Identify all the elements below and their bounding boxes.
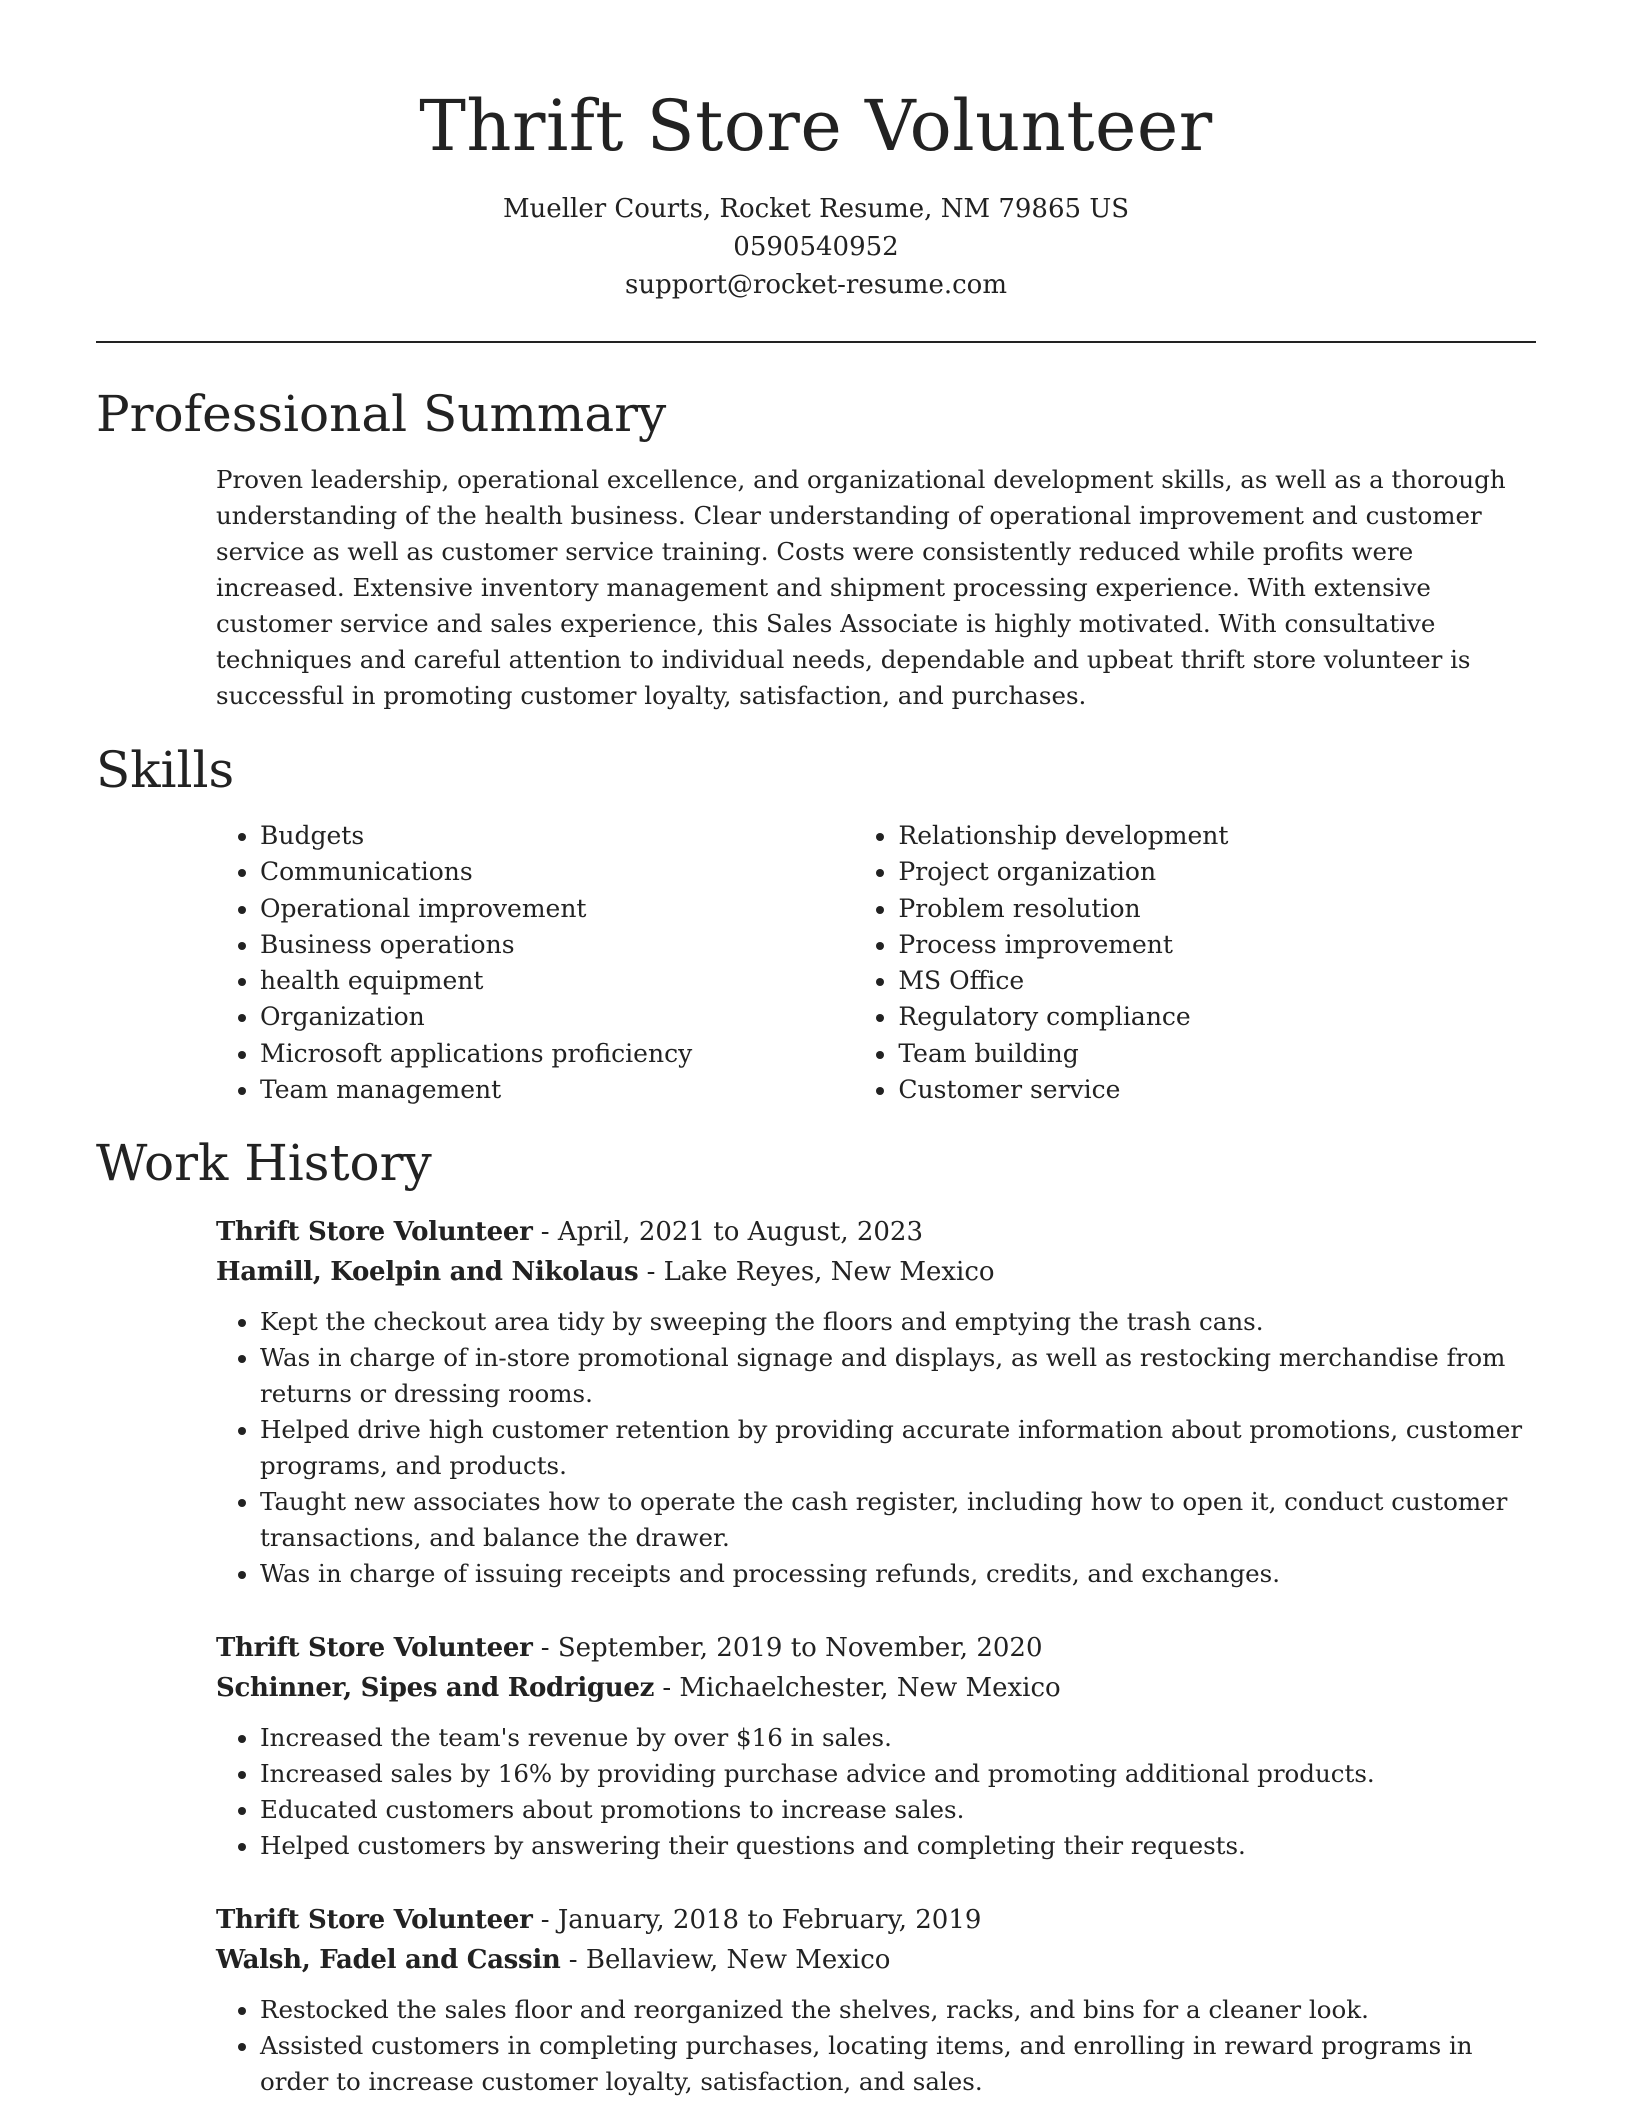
- skill-item: • Customer service: [898, 1072, 1536, 1108]
- skills-column-right: [854, 818, 1536, 1108]
- job-duty: • Helped customers by answering their questions and completing their requests.: [260, 1828, 1536, 1864]
- job-dates: - April, 2021 to August, 2023: [532, 1217, 924, 1247]
- skill-item: • Regulatory compliance: [898, 999, 1536, 1035]
- skills-list: [216, 818, 1536, 1108]
- contact-phone: 0590540952: [733, 232, 899, 262]
- job-duty: • Increased sales by 16% by providing purchase advice and promoting additional products.: [260, 1756, 1536, 1792]
- job-duty: • Assisted customers in completing purchases, locating items, and enrolling in reward programs in order to increase customer loyalty, satisfaction, and sales.: [260, 2028, 1536, 2100]
- job-duty: • Increased the team's revenue by over $16 in sales.: [260, 1720, 1536, 1756]
- skill-item: • health equipment: [260, 963, 854, 999]
- contact-block: [0, 190, 1632, 304]
- job-entry: [216, 1628, 1536, 1864]
- contact-email: support@rocket-resume.com: [624, 270, 1007, 300]
- job-duty: • Was in charge of issuing receipts and processing refunds, credits, and exchanges.: [260, 1556, 1536, 1592]
- skills-column-left: [216, 818, 854, 1108]
- job-title-line: [216, 1628, 1536, 1668]
- job-company-line: [216, 1940, 1536, 1980]
- job-company-line: [216, 1668, 1536, 1708]
- job-location: - Bellaview, New Mexico: [560, 1945, 891, 1975]
- skill-item: • Microsoft applications proficiency: [260, 1036, 854, 1072]
- job-role: Thrift Store Volunteer: [216, 1905, 533, 1935]
- skill-item: • Team management: [260, 1072, 854, 1108]
- contact-address: Mueller Courts, Rocket Resume, NM 79865 US: [502, 194, 1130, 224]
- job-company: Hamill, Koelpin and Nikolaus: [216, 1257, 639, 1287]
- job-company: Schinner, Sipes and Rodriguez: [216, 1673, 655, 1703]
- header-divider: [96, 341, 1536, 343]
- job-duty: • Kept the checkout area tidy by sweeping the floors and emptying the trash cans.: [260, 1304, 1536, 1340]
- skill-item: • Process improvement: [898, 927, 1536, 963]
- skill-item: • Problem resolution: [898, 891, 1536, 927]
- skill-item: • Communications: [260, 854, 854, 890]
- job-duty: • Educated customers about promotions to increase sales.: [260, 1792, 1536, 1828]
- job-company: Walsh, Fadel and Cassin: [216, 1945, 561, 1975]
- candidate-name: Thrift Store Volunteer: [419, 85, 1213, 167]
- job-title-line: [216, 1212, 1536, 1252]
- skill-item: • Relationship development: [898, 818, 1536, 854]
- summary-heading: Professional Summary: [96, 385, 667, 443]
- skill-item: • Project organization: [898, 854, 1536, 890]
- job-duty: • Was in charge of in-store promotional signage and displays, as well as restocking merchandise from returns or dressing rooms.: [260, 1340, 1536, 1412]
- skill-item: • Organization: [260, 999, 854, 1035]
- job-role: Thrift Store Volunteer: [216, 1633, 533, 1663]
- job-entry: [216, 1900, 1536, 2100]
- skill-item: • MS Office: [898, 963, 1536, 999]
- job-location: - Michaelchester, New Mexico: [654, 1673, 1061, 1703]
- job-duties: [216, 1720, 1536, 1864]
- job-dates: - September, 2019 to November, 2020: [532, 1633, 1043, 1663]
- skill-item: • Budgets: [260, 818, 854, 854]
- job-duty: • Helped drive high customer retention by providing accurate information about promotions, customer programs, and products.: [260, 1412, 1536, 1484]
- job-location: - Lake Reyes, New Mexico: [638, 1257, 995, 1287]
- job-duty: • Restocked the sales floor and reorganized the shelves, racks, and bins for a cleaner look.: [260, 1992, 1536, 2028]
- skill-item: • Team building: [898, 1036, 1536, 1072]
- summary-text: Proven leadership, operational excellence, and organizational development skills, as well as a thorough understanding of the health business. Clear understanding of operational improvement and customer service as well as customer service training. Costs were consistently reduced while profits were increased. Extensive inventory management and shipment processing experience. With extensive customer service and sales experience, this Sales Associate is highly motivated. With consultative techniques and careful attention to individual needs, dependable and upbeat thrift store volunteer is successful in promoting customer loyalty, satisfaction, and purchases.: [216, 465, 1506, 710]
- job-duties: [216, 1992, 1536, 2100]
- job-entry: [216, 1212, 1536, 1592]
- job-company-line: [216, 1252, 1536, 1292]
- skill-item: • Operational improvement: [260, 891, 854, 927]
- job-role: Thrift Store Volunteer: [216, 1217, 533, 1247]
- work-history-heading: Work History: [96, 1134, 432, 1192]
- job-duty: • Taught new associates how to operate the cash register, including how to open it, conduct customer transactions, and balance the drawer.: [260, 1484, 1536, 1556]
- resume-header: [0, 0, 1632, 304]
- job-duties: [216, 1304, 1536, 1592]
- skill-item: • Business operations: [260, 927, 854, 963]
- job-dates: - January, 2018 to February, 2019: [532, 1905, 982, 1935]
- job-title-line: [216, 1900, 1536, 1940]
- skills-heading: Skills: [96, 741, 235, 799]
